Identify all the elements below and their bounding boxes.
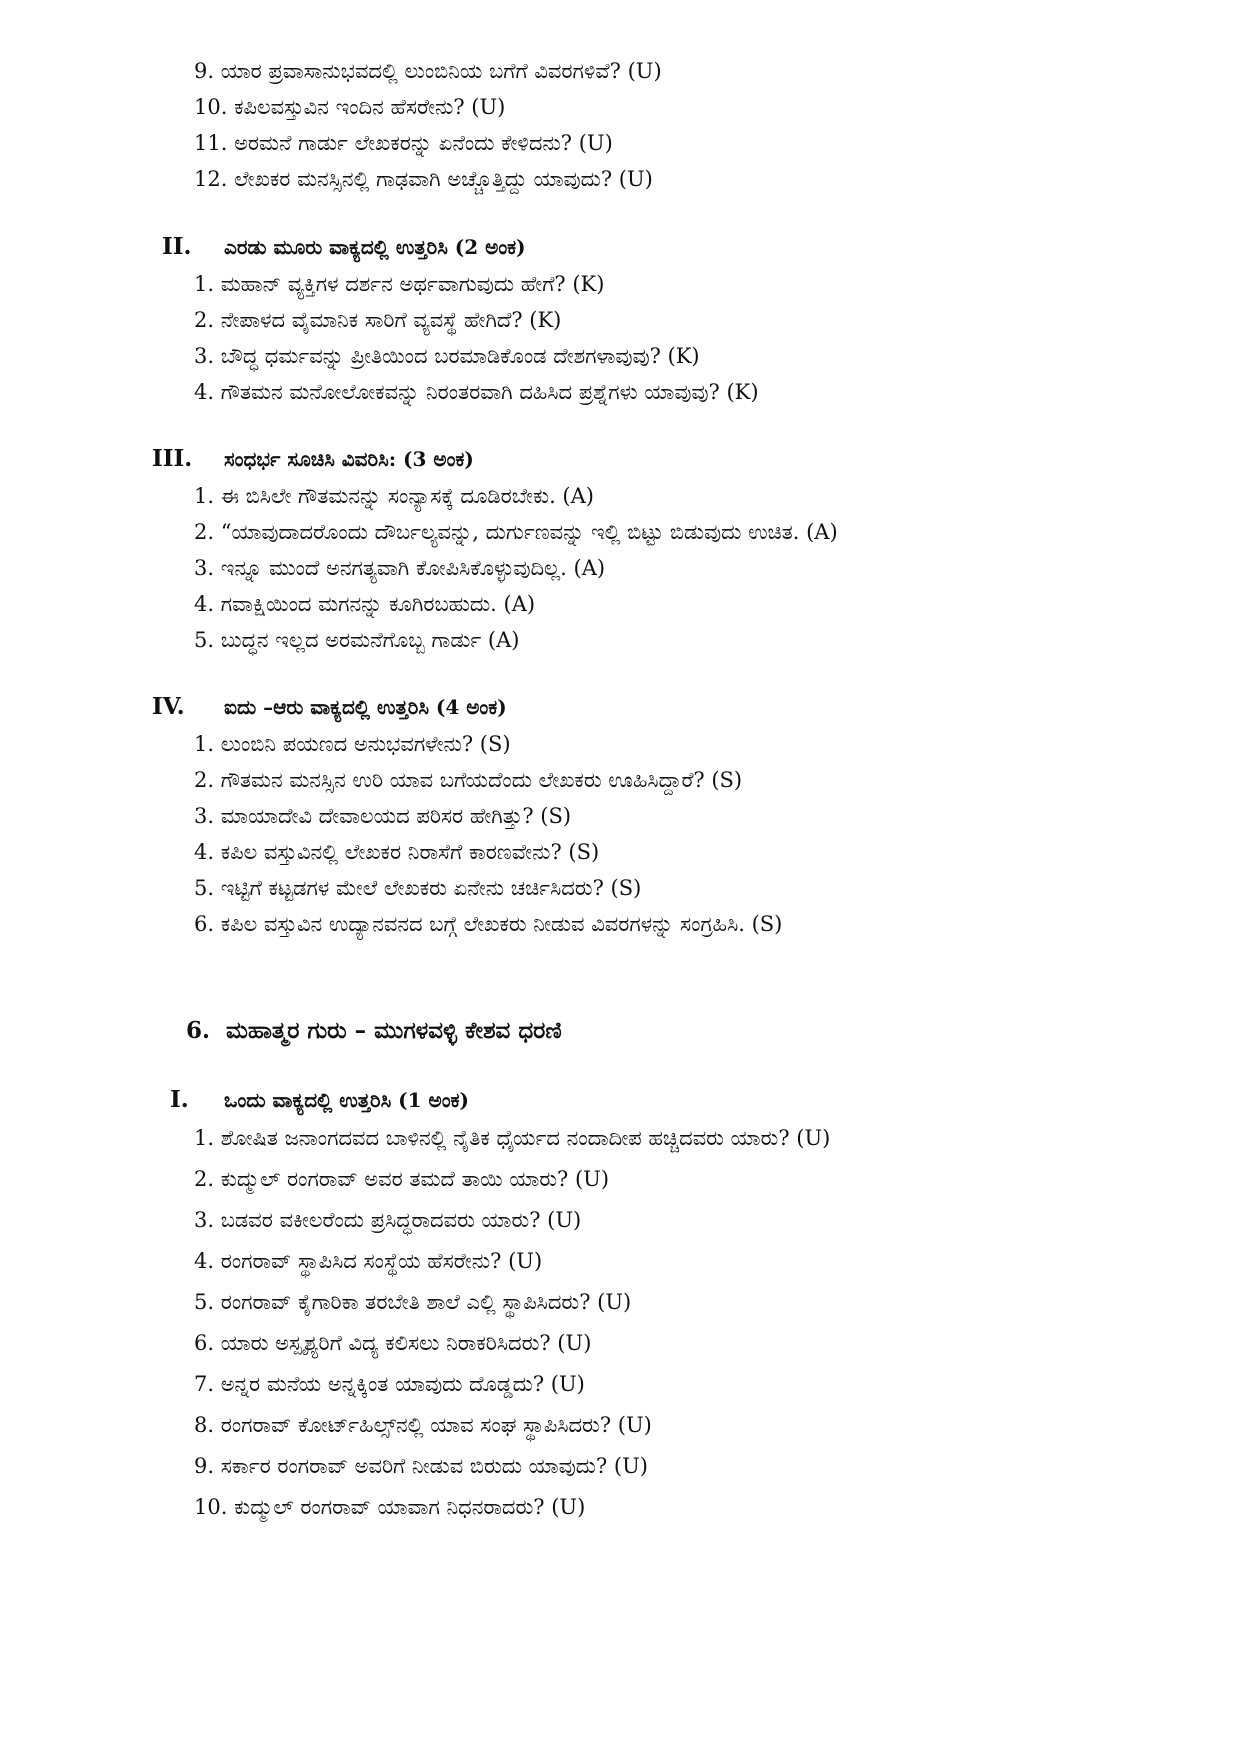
question-l6-2: 2. ಕುದ್ಮುಲ್ ರಂಗರಾವ್ ಅವರ ತಮದೆ ತಾಯಿ ಯಾರು? (U) [194, 1167, 610, 1191]
section-title: ಎರಡು ಮೂರು ವಾಕ್ಯದಲ್ಲಿ ಉತ್ತರಿಸಿ (2 ಅಂಕ) [224, 235, 526, 259]
section-numeral: III. [152, 445, 193, 472]
question-4-2: 2. ಗೌತಮನ ಮನಸ್ಸಿನ ಉರಿ ಯಾವ ಬಗೆಯದೆಂದು ಲೇಖಕರು ಊಹಿಸಿದ್ದಾರೆ? (S) [194, 768, 743, 792]
section-title: ಐದು –ಆರು ವಾಕ್ಯದಲ್ಲಿ ಉತ್ತರಿಸಿ (4 ಅಂಕ) [224, 695, 507, 719]
question-a-10: 10. ಕಪಿಲವಸ್ತುವಿನ ಇಂದಿನ ಹೆಸರೇನು? (U) [194, 95, 506, 119]
question-4-5: 5. ಇಟ್ಟಿಗೆ ಕಟ್ಟಡಗಳ ಮೇಲೆ ಲೇಖಕರು ಏನೇನು ಚರ್ಚಿಸಿದರು? (S) [194, 876, 642, 900]
section-title: ಸಂಧರ್ಭ ಸೂಚಿಸಿ ವಿವರಿಸಿ: (3 ಅಂಕ) [224, 447, 474, 471]
question-l6-3: 3. ಬಡವರ ವಕೀಲರೆಂದು ಪ್ರಸಿದ್ಧರಾದವರು ಯಾರು? (U) [194, 1208, 582, 1232]
section-numeral: I. [170, 1086, 189, 1113]
question-l6-10: 10. ಕುದ್ಮುಲ್ ರಂಗರಾವ್ ಯಾವಾಗ ನಿಧನರಾದರು? (U) [194, 1495, 586, 1519]
section-numeral: II. [162, 233, 192, 260]
lesson-number: 6. [186, 1017, 211, 1044]
question-2-2: 2. ನೇಪಾಳದ ವೈಮಾನಿಕ ಸಾರಿಗೆ ವ್ಯವಸ್ಥೆ ಹೇಗಿದೆ? (K) [194, 308, 562, 332]
question-4-6: 6. ಕಪಿಲ ವಸ್ತುವಿನ ಉದ್ಯಾನವನದ ಬಗ್ಗೆ ಲೇಖಕರು ನೀಡುವ ವಿವರಗಳನ್ನು ಸಂಗ್ರಹಿಸಿ. (S) [194, 912, 783, 936]
question-2-4: 4. ಗೌತಮನ ಮನೋಲೋಕವನ್ನು ನಿರಂತರವಾಗಿ ದಹಿಸಿದ ಪ್ರಶ್ನೆಗಳು ಯಾವುವು? (K) [194, 380, 759, 404]
question-a-9: 9. ಯಾರ ಪ್ರವಾಸಾನುಭವದಲ್ಲಿ ಲುಂಬಿನಿಯ ಬಗೆಗೆ ವಿವರಗಳಿವೆ? (U) [194, 59, 662, 83]
section-title: ಒಂದು ವಾಕ್ಯದಲ್ಲಿ ಉತ್ತರಿಸಿ (1 ಅಂಕ) [224, 1088, 470, 1112]
question-a-12: 12. ಲೇಖಕರ ಮನಸ್ಸಿನಲ್ಲಿ ಗಾಢವಾಗಿ ಅಚ್ಚೊತ್ತಿದ್ದು ಯಾವುದು? (U) [194, 167, 653, 191]
question-l6-9: 9. ಸರ್ಕಾರ ರಂಗರಾವ್ ಅವರಿಗೆ ನೀಡುವ ಬಿರುದು ಯಾವುದು? (U) [194, 1454, 648, 1478]
question-l6-7: 7. ಅನ್ನರ ಮನೆಯ ಅನ್ನಕ್ಕಿಂತ ಯಾವುದು ದೊಡ್ಡದು? (U) [194, 1372, 585, 1396]
question-4-4: 4. ಕಪಿಲ ವಸ್ತುವಿನಲ್ಲಿ ಲೇಖಕರ ನಿರಾಸೆಗೆ ಕಾರಣವೇನು? (S) [194, 840, 600, 864]
question-2-3: 3. ಬೌದ್ಧ ಧರ್ಮವನ್ನು ಪ್ರೀತಿಯಿಂದ ಬರಮಾಡಿಕೊಂಡ ದೇಶಗಳಾವುವು? (K) [194, 344, 700, 368]
question-l6-4: 4. ರಂಗರಾವ್ ಸ್ಥಾಪಿಸಿದ ಸಂಸ್ಥೆಯ ಹೆಸರೇನು? (U) [194, 1249, 543, 1273]
question-3-2: 2. “ಯಾವುದಾದರೊಂದು ದೌರ್ಬಲ್ಯವನ್ನು, ದುರ್ಗುಣವನ್ನು ಇಲ್ಲಿ ಬಿಟ್ಟು ಬಿಡುವುದು ಉಚಿತ. (A) [194, 520, 838, 544]
question-4-1: 1. ಲುಂಬಿನಿ ಪಯಣದ ಅನುಭವಗಳೇನು? (S) [194, 732, 511, 756]
lesson-title: ಮಹಾತ್ಮರ ಗುರು – ಮುಗಳವಳ್ಳಿ ಕೇಶವ ಧರಣಿ [226, 1017, 562, 1044]
question-l6-5: 5. ರಂಗರಾವ್ ಕೈಗಾರಿಕಾ ತರಬೇತಿ ಶಾಲೆ ಎಲ್ಲಿ ಸ್ಥಾಪಿಸಿದರು? (U) [194, 1290, 632, 1314]
question-2-1: 1. ಮಹಾನ್ ವ್ಯಕ್ತಿಗಳ ದರ್ಶನ ಅರ್ಥವಾಗುವುದು ಹೇಗೆ? (K) [194, 272, 605, 296]
section-numeral: IV. [152, 693, 185, 720]
question-3-4: 4. ಗವಾಕ್ಷಿಯಿಂದ ಮಗನನ್ನು ಕೂಗಿರಬಹುದು. (A) [194, 592, 536, 616]
question-l6-8: 8. ರಂಗರಾವ್ ಕೋರ್ಟ್‌ಹಿಲ್ಸ್‌ನಲ್ಲಿ ಯಾವ ಸಂಘ ಸ್ಥಾಪಿಸಿದರು? (U) [194, 1413, 652, 1437]
question-3-1: 1. ಈ ಬಿಸಿಲೇ ಗೌತಮನನ್ನು ಸಂನ್ಯಾಸಕ್ಕೆ ದೂಡಿರಬೇಕು. (A) [194, 484, 594, 508]
question-a-11: 11. ಅರಮನೆ ಗಾರ್ಡು ಲೇಖಕರನ್ನು ಏನೆಂದು ಕೇಳಿದನು? (U) [194, 131, 613, 155]
question-3-5: 5. ಬುದ್ಧನ ಇಲ್ಲದ ಅರಮನೆಗೊಬ್ಬ ಗಾರ್ಡು (A) [194, 628, 520, 652]
question-l6-1: 1. ಶೋಷಿತ ಜನಾಂಗದವದ ಬಾಳಿನಲ್ಲಿ ನೈತಿಕ ಧೈರ್ಯದ ನಂದಾದೀಪ ಹಚ್ಚಿದವರು ಯಾರು? (U) [194, 1126, 831, 1150]
question-l6-6: 6. ಯಾರು ಅಸ್ಪೃಶ್ಯರಿಗೆ ವಿದ್ಯ ಕಲಿಸಲು ನಿರಾಕರಿಸಿದರು? (U) [194, 1331, 592, 1355]
question-3-3: 3. ಇನ್ನೂ ಮುಂದೆ ಅನಗತ್ಯವಾಗಿ ಕೋಪಿಸಿಕೊಳ್ಳುವುದಿಲ್ಲ. (A) [194, 556, 606, 580]
question-4-3: 3. ಮಾಯಾದೇವಿ ದೇವಾಲಯದ ಪರಿಸರ ಹೇಗಿತ್ತು? (S) [194, 804, 572, 828]
